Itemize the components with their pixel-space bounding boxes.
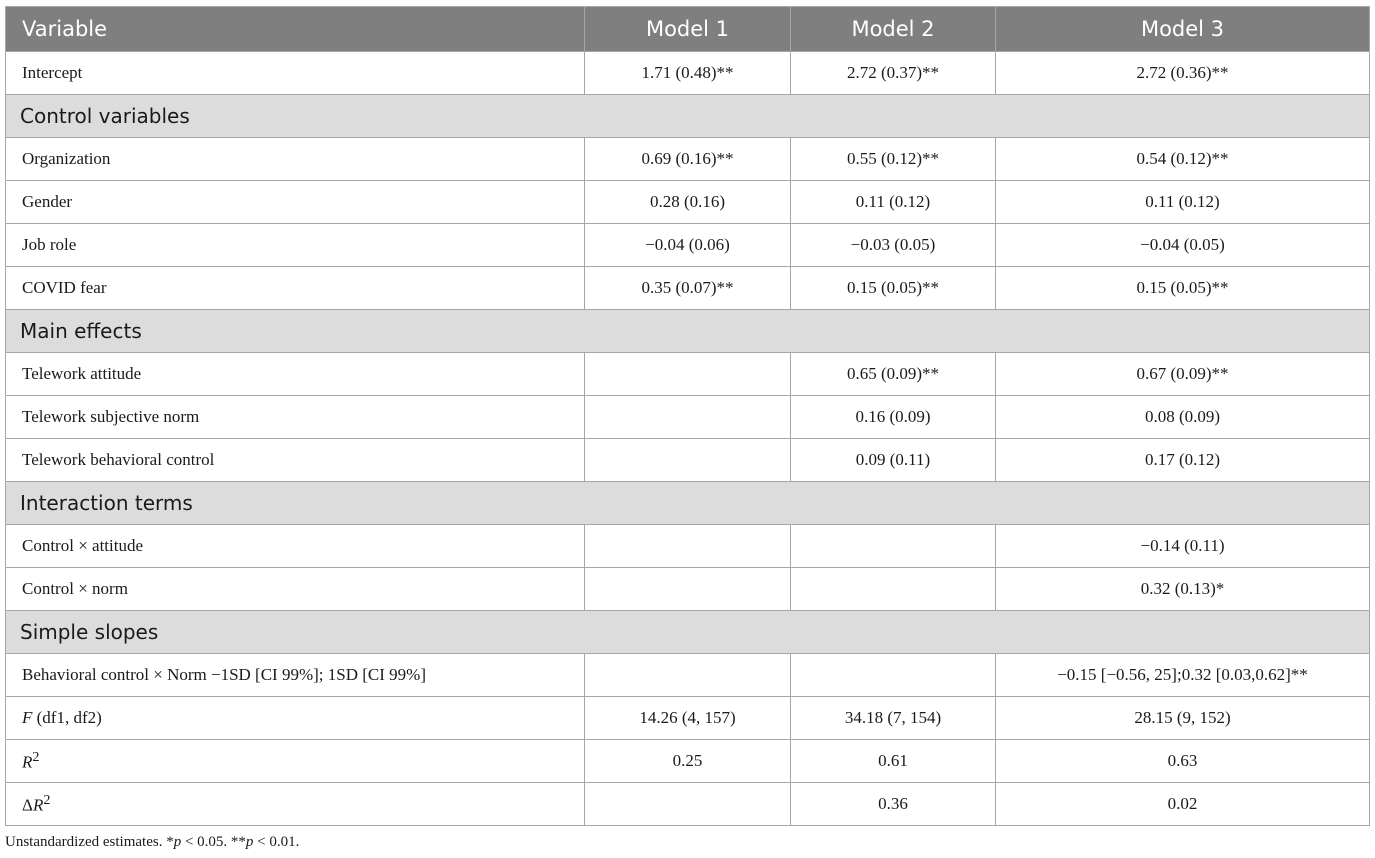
f-symbol: F <box>22 708 33 727</box>
cell-model-2 <box>791 654 996 697</box>
cell-model-3: 0.32 (0.13)* <box>996 568 1370 611</box>
cell-model-1 <box>585 353 791 396</box>
cell-model-3: 0.02 <box>996 783 1370 826</box>
table-footnote <box>5 834 299 851</box>
cell-model-3: 0.54 (0.12)** <box>996 138 1370 181</box>
cell-model-3: 0.63 <box>996 740 1370 783</box>
regression-table-container <box>5 6 1369 826</box>
row-label <box>6 740 585 783</box>
row-label: Control × attitude <box>6 525 585 568</box>
cell-model-2: 0.16 (0.09) <box>791 396 996 439</box>
footnote-tail: < 0.01. <box>253 834 300 850</box>
cell-model-3: 28.15 (9, 152) <box>996 697 1370 740</box>
delta-symbol: Δ <box>22 795 33 815</box>
row-label: Telework subjective norm <box>6 396 585 439</box>
table-row <box>6 267 1370 310</box>
row-label: COVID fear <box>6 267 585 310</box>
row-label: Gender <box>6 181 585 224</box>
cell-model-1: 1.71 (0.48)** <box>585 52 791 95</box>
table-row <box>6 138 1370 181</box>
r-superscript: 2 <box>32 749 40 766</box>
section-row <box>6 482 1370 525</box>
cell-model-3: 0.17 (0.12) <box>996 439 1370 482</box>
footnote-mid: < 0.05. ** <box>181 834 246 850</box>
cell-model-2: 2.72 (0.37)** <box>791 52 996 95</box>
cell-model-2: 34.18 (7, 154) <box>791 697 996 740</box>
r-symbol: R <box>22 752 33 772</box>
cell-model-2: 0.36 <box>791 783 996 826</box>
cell-model-2: 0.55 (0.12)** <box>791 138 996 181</box>
row-label: Telework attitude <box>6 353 585 396</box>
f-label-rest: (df1, df2) <box>32 708 102 727</box>
row-label <box>6 783 585 826</box>
section-title: Interaction terms <box>6 482 1370 525</box>
cell-model-3: 0.15 (0.05)** <box>996 267 1370 310</box>
table-row <box>6 353 1370 396</box>
table-row <box>6 697 1370 740</box>
row-label: Organization <box>6 138 585 181</box>
footnote-lead: Unstandardized estimates. * <box>5 834 174 850</box>
row-label <box>6 697 585 740</box>
table-row <box>6 525 1370 568</box>
row-label: Behavioral control × Norm −1SD [CI 99%]; 1SD [CI 99%] <box>6 654 585 697</box>
table-row <box>6 654 1370 697</box>
cell-model-1: 14.26 (4, 157) <box>585 697 791 740</box>
table-header-row <box>6 7 1370 52</box>
header-variable: Variable <box>6 7 585 52</box>
section-title: Control variables <box>6 95 1370 138</box>
footnote-p1: p <box>173 834 182 850</box>
row-label: Job role <box>6 224 585 267</box>
cell-model-2: 0.65 (0.09)** <box>791 353 996 396</box>
cell-model-2: −0.03 (0.05) <box>791 224 996 267</box>
table-row <box>6 740 1370 783</box>
cell-model-3: 0.08 (0.09) <box>996 396 1370 439</box>
footnote-p2: p <box>245 834 254 850</box>
row-label: Intercept <box>6 52 585 95</box>
r-symbol: R <box>32 795 44 815</box>
cell-model-1 <box>585 654 791 697</box>
cell-model-2: 0.15 (0.05)** <box>791 267 996 310</box>
table-row <box>6 783 1370 826</box>
cell-model-1: 0.25 <box>585 740 791 783</box>
cell-model-3: 0.67 (0.09)** <box>996 353 1370 396</box>
cell-model-1: 0.28 (0.16) <box>585 181 791 224</box>
table-row <box>6 396 1370 439</box>
section-title: Main effects <box>6 310 1370 353</box>
cell-model-3: 2.72 (0.36)** <box>996 52 1370 95</box>
regression-table <box>5 6 1370 826</box>
r-superscript: 2 <box>43 792 51 809</box>
section-title: Simple slopes <box>6 611 1370 654</box>
cell-model-2: 0.09 (0.11) <box>791 439 996 482</box>
cell-model-1: 0.69 (0.16)** <box>585 138 791 181</box>
header-model-1: Model 1 <box>585 7 791 52</box>
table-row <box>6 568 1370 611</box>
cell-model-3: 0.11 (0.12) <box>996 181 1370 224</box>
cell-model-1 <box>585 439 791 482</box>
cell-model-1: −0.04 (0.06) <box>585 224 791 267</box>
cell-model-2: 0.61 <box>791 740 996 783</box>
cell-model-1 <box>585 783 791 826</box>
cell-model-3: −0.15 [−0.56, 25];0.32 [0.03,0.62]** <box>996 654 1370 697</box>
table-row <box>6 181 1370 224</box>
cell-model-1 <box>585 525 791 568</box>
table-row <box>6 52 1370 95</box>
row-label: Telework behavioral control <box>6 439 585 482</box>
table-row <box>6 224 1370 267</box>
cell-model-2: 0.11 (0.12) <box>791 181 996 224</box>
cell-model-1: 0.35 (0.07)** <box>585 267 791 310</box>
cell-model-1 <box>585 568 791 611</box>
section-row <box>6 310 1370 353</box>
cell-model-2 <box>791 568 996 611</box>
cell-model-1 <box>585 396 791 439</box>
row-label: Control × norm <box>6 568 585 611</box>
section-row <box>6 611 1370 654</box>
header-model-2: Model 2 <box>791 7 996 52</box>
cell-model-3: −0.04 (0.05) <box>996 224 1370 267</box>
header-model-3: Model 3 <box>996 7 1370 52</box>
section-row <box>6 95 1370 138</box>
cell-model-3: −0.14 (0.11) <box>996 525 1370 568</box>
cell-model-2 <box>791 525 996 568</box>
table-row <box>6 439 1370 482</box>
